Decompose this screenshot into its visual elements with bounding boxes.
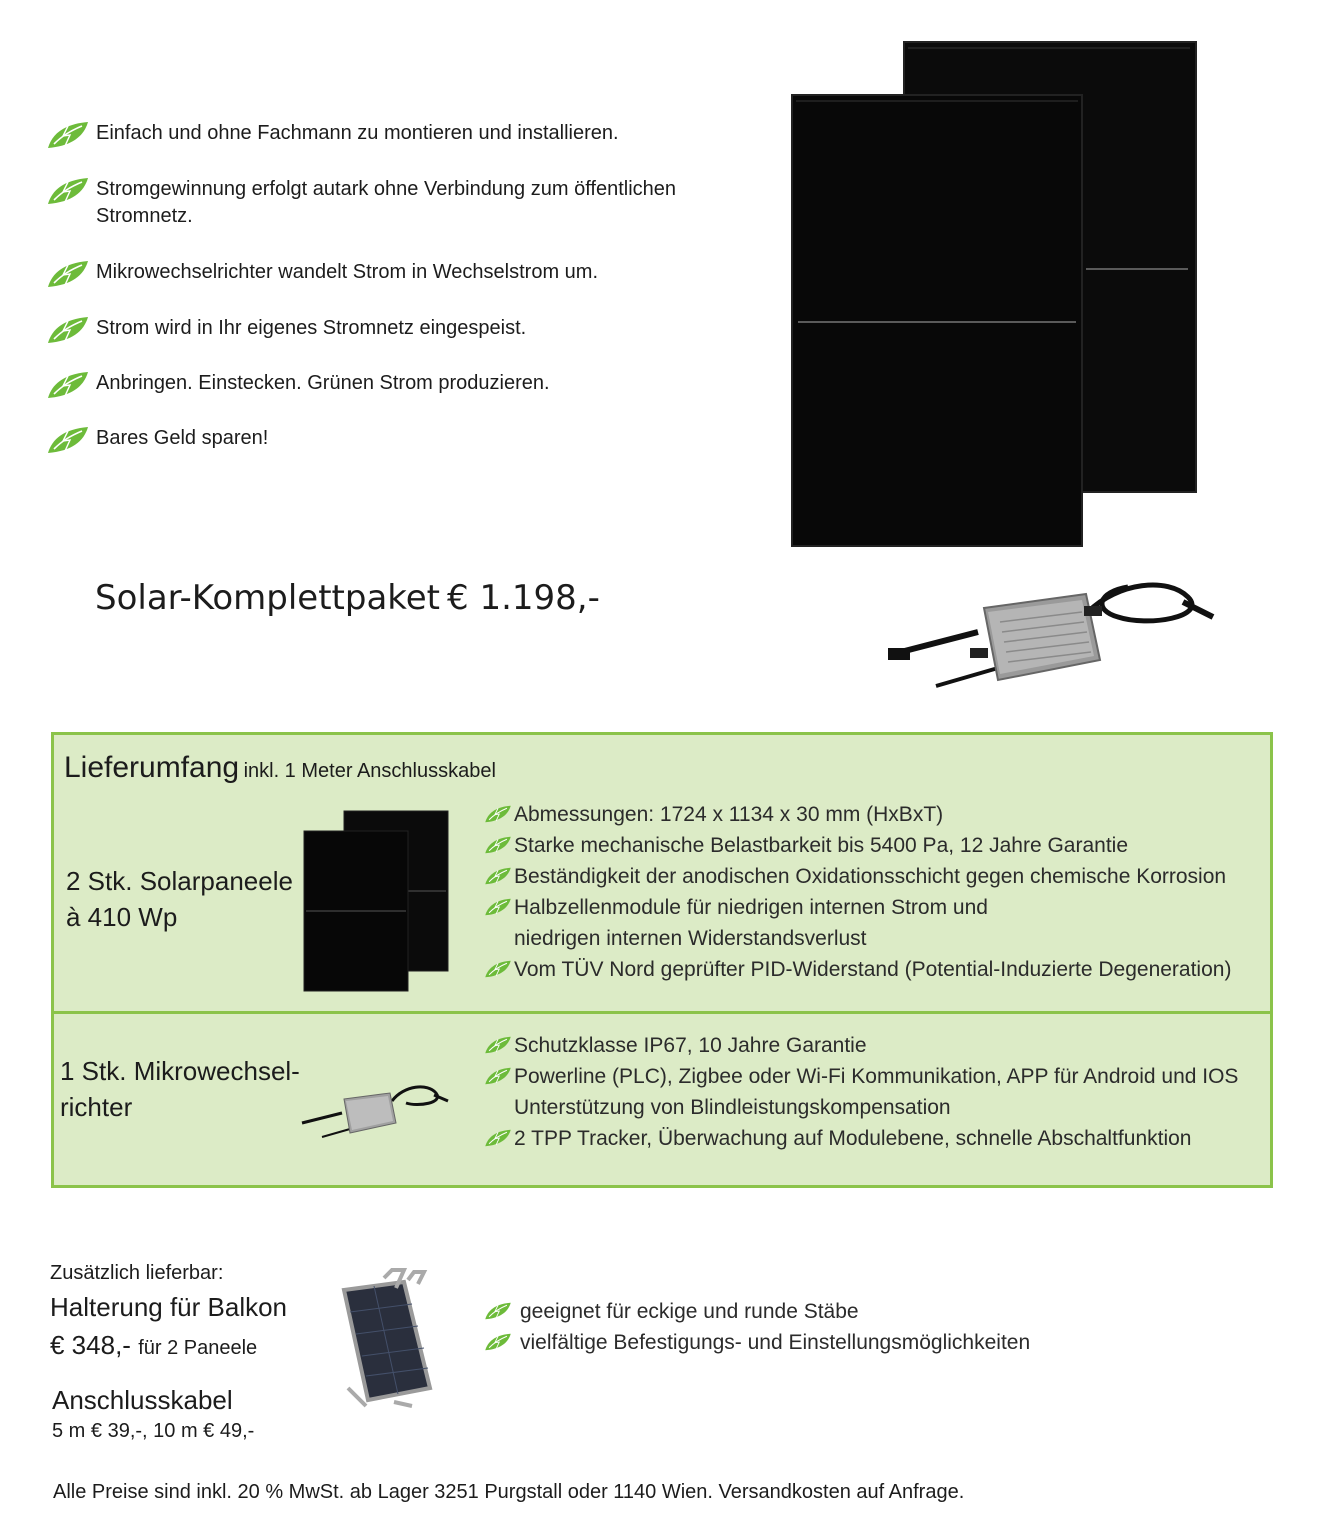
solar-panels-image (790, 40, 1200, 548)
bullet-text: Beständigkeit der anodischen Oxidationsschicht gegen chemische Korrosion (514, 865, 1227, 888)
offer-name: Solar-Komplettpaket (95, 578, 441, 618)
footer-note: Alle Preise sind inkl. 20 % MwSt. ab Lager 3251 Purgstall oder 1140 Wien. Versandkosten auf Anfrage. (53, 1481, 965, 1503)
feature-text: Anbringen. Einstecken. Grünen Strom produzieren. (96, 372, 550, 394)
leaf-bolt-icon (46, 370, 90, 400)
feature-item (46, 259, 598, 286)
bullet-item (484, 1030, 1264, 1061)
bullet-item (484, 1296, 1030, 1327)
bullet-continuation (484, 1092, 1264, 1123)
leaf-bolt-icon (484, 897, 512, 917)
leaf-bolt-icon (484, 959, 512, 979)
cable-title: Anschlusskabel (52, 1385, 233, 1415)
delivery-subheading: inkl. 1 Meter Anschlusskabel (243, 760, 496, 782)
feature-text: Mikrowechselrichter wandelt Strom in Wechselstrom um. (96, 261, 599, 283)
feature-text: Stromgewinnung erfolgt autark ohne Verbindung zum öffentlichen Stromnetz. (96, 178, 677, 227)
delivery-heading: Lieferumfang (64, 751, 240, 784)
box-divider (54, 1011, 1270, 1014)
balcony-mount-image (334, 1268, 440, 1408)
solar-panels-thumbnail (302, 809, 450, 993)
leaf-bolt-icon (46, 259, 90, 289)
bullet-item (484, 1327, 1030, 1358)
feature-item (46, 425, 268, 452)
leaf-bolt-icon (46, 120, 90, 150)
feature-text: Einfach und ohne Fachmann zu montieren und installieren. (96, 122, 619, 144)
leaf-bolt-icon (484, 804, 512, 824)
bullet-item (484, 799, 1264, 830)
feature-text: Strom wird in Ihr eigenes Stromnetz eingespeist. (96, 317, 527, 339)
leaf-bolt-icon (484, 866, 512, 886)
bullet-item (484, 1123, 1264, 1154)
feature-item (46, 315, 526, 342)
delivery-title (64, 751, 496, 785)
bullet-item (484, 1061, 1264, 1092)
microinverter-thumbnail (300, 1079, 450, 1141)
offer-price: € 1.198,- (447, 578, 600, 618)
leaf-bolt-icon (484, 835, 512, 855)
bullet-text: niedrigen internen Widerstandsverlust (514, 927, 867, 950)
bullet-text: vielfältige Befestigungs- und Einstellungsmöglichkeiten (520, 1331, 1031, 1354)
leaf-bolt-icon (46, 315, 90, 345)
bullet-item (484, 861, 1264, 892)
inverter-label-line: 1 Stk. Mikrowechsel- (60, 1056, 300, 1086)
bullet-continuation (484, 923, 1264, 954)
bullet-text: Starke mechanische Belastbarkeit bis 5400 Pa, 12 Jahre Garantie (514, 834, 1129, 857)
mount-title: Halterung für Balkon (50, 1292, 288, 1322)
feature-item (46, 370, 550, 397)
delivery-scope-box (51, 732, 1273, 1188)
microinverter-image (888, 572, 1218, 692)
bullet-text: Vom TÜV Nord geprüfter PID-Widerstand (Potential-Induzierte Degeneration) (514, 958, 1232, 981)
bullet-item (484, 892, 1264, 923)
panels-label-line: à 410 Wp (66, 902, 178, 932)
feature-item (46, 176, 746, 230)
bullet-item (484, 954, 1264, 985)
inverter-bullet-list (484, 1030, 1264, 1154)
bullet-text: Schutzklasse IP67, 10 Jahre Garantie (514, 1034, 867, 1057)
inverter-label-line: richter (60, 1092, 133, 1122)
leaf-bolt-icon (46, 176, 90, 206)
extras-label: Zusätzlich lieferbar: (50, 1262, 224, 1284)
panels-label (66, 863, 296, 935)
bullet-item (484, 830, 1264, 861)
bullet-text: 2 TPP Tracker, Überwachung auf Modulebene, schnelle Abschaltfunktion (514, 1127, 1192, 1150)
leaf-bolt-icon (484, 1035, 512, 1055)
mount-price-value: € 348,- (50, 1330, 131, 1360)
feature-text: Bares Geld sparen! (96, 427, 269, 449)
bullet-text: geeignet für eckige und runde Stäbe (520, 1300, 859, 1323)
panels-bullet-list (484, 799, 1264, 985)
leaf-bolt-icon (46, 425, 90, 455)
leaf-bolt-icon (484, 1301, 512, 1321)
bullet-text: Halbzellenmodule für niedrigen internen Strom und (514, 896, 988, 919)
bullet-text: Powerline (PLC), Zigbee oder Wi-Fi Kommunikation, APP für Android und IOS (514, 1065, 1239, 1088)
bullet-text: Abmessungen: 1724 x 1134 x 30 mm (HxBxT) (514, 803, 944, 826)
offer (95, 578, 600, 618)
mount-price (50, 1330, 257, 1361)
panels-label-line: 2 Stk. Solarpaneele (66, 866, 293, 896)
feature-item (46, 120, 619, 147)
inverter-label (60, 1053, 320, 1125)
bullet-text: Unterstützung von Blindleistungskompensation (514, 1096, 951, 1119)
cable-prices: 5 m € 39,-, 10 m € 49,- (52, 1420, 255, 1442)
leaf-bolt-icon (484, 1066, 512, 1086)
leaf-bolt-icon (484, 1332, 512, 1352)
mount-price-unit: für 2 Paneele (138, 1337, 258, 1359)
mount-bullet-list (484, 1296, 1030, 1358)
leaf-bolt-icon (484, 1128, 512, 1148)
